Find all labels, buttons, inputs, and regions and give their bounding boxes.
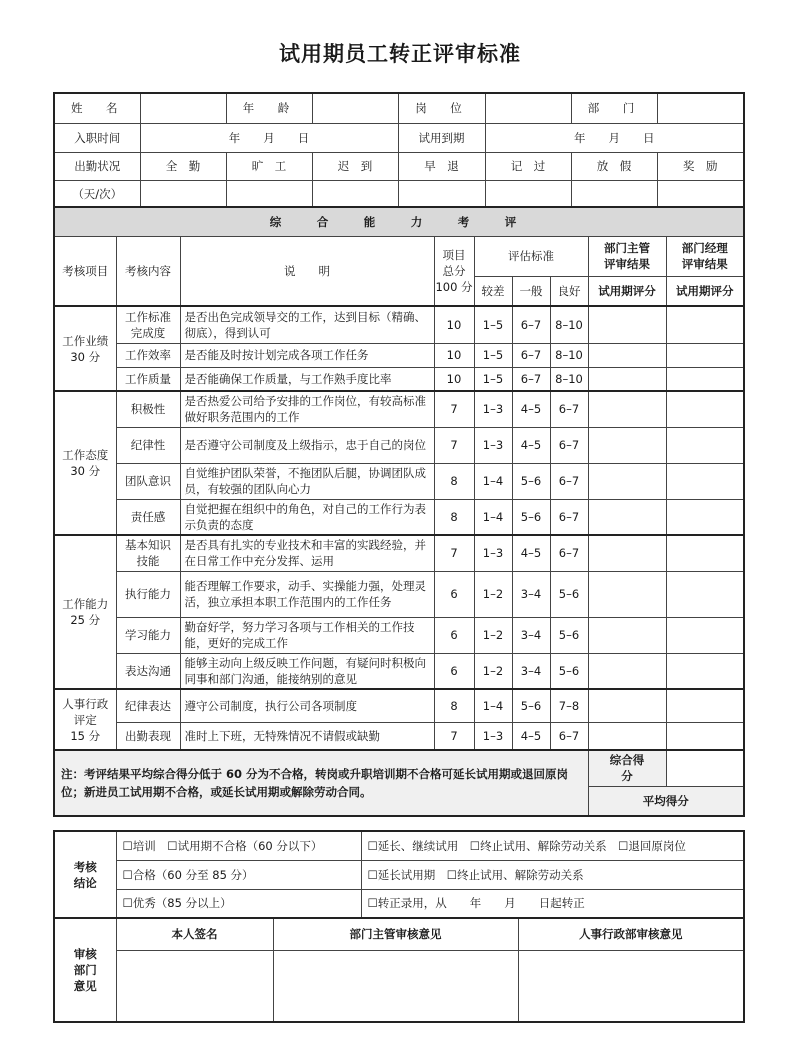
mgr-score-field[interactable] xyxy=(588,535,666,571)
eval-content: 工作效率 xyxy=(116,343,180,367)
mgr-score-field[interactable] xyxy=(588,391,666,427)
review-label xyxy=(54,918,116,1022)
mgr-score-field[interactable] xyxy=(588,343,666,367)
header-gm-trial-score: 试用期评分 xyxy=(666,276,744,306)
mgr-score-field[interactable] xyxy=(588,499,666,535)
eval-good: 6–7 xyxy=(550,722,588,750)
eval-poor: 1–4 xyxy=(474,463,512,499)
group-name-text: 工作能力 xyxy=(62,597,109,611)
review-col-self: 本人签名 xyxy=(116,918,273,950)
attendance-early-field[interactable] xyxy=(398,180,485,208)
eval-total: 8 xyxy=(434,689,474,722)
conclusion-table xyxy=(53,830,745,1023)
group-name xyxy=(54,535,116,689)
attendance-full: 全 勤 xyxy=(140,152,226,180)
eval-good: 6–7 xyxy=(550,427,588,463)
table-row xyxy=(54,653,744,689)
evaluation-table xyxy=(53,206,745,817)
group-score: 15 分 xyxy=(70,728,101,743)
eval-good: 6–7 xyxy=(550,499,588,535)
conclusion-option-left-3[interactable]: ☐优秀（85 分以上） xyxy=(116,889,361,918)
group-name-text: 人事行政评定 xyxy=(62,696,109,727)
conclusion-option-right-3[interactable]: ☐转正录用，从 年 月 日起转正 xyxy=(361,889,744,918)
eval-poor: 1–5 xyxy=(474,306,512,343)
attendance-late-field[interactable] xyxy=(312,180,398,208)
header-content: 考核内容 xyxy=(116,236,180,306)
mgr-score-field[interactable] xyxy=(588,722,666,750)
eval-total: 6 xyxy=(434,653,474,689)
review-col-mgr: 部门主管审核意见 xyxy=(273,918,518,950)
eval-poor: 1–2 xyxy=(474,653,512,689)
table-row xyxy=(54,391,744,427)
attendance-leave-field[interactable] xyxy=(571,180,657,208)
eval-content: 表达沟通 xyxy=(116,653,180,689)
eval-poor: 1–5 xyxy=(474,343,512,367)
eval-average: 4–5 xyxy=(512,427,550,463)
eval-description: 遵守公司制度，执行公司各项制度 xyxy=(180,689,434,722)
composite-score-text: 综合得分 xyxy=(609,753,645,784)
header-mgr-trial-score: 试用期评分 xyxy=(588,276,666,306)
eval-content: 出勤表现 xyxy=(116,722,180,750)
eval-poor: 1–3 xyxy=(474,427,512,463)
eval-content: 纪律表达 xyxy=(116,689,180,722)
eval-description: 是否能及时按计划完成各项工作任务 xyxy=(180,343,434,367)
eval-total: 10 xyxy=(434,367,474,391)
attendance-absent-field[interactable] xyxy=(226,180,312,208)
mgr-score-field[interactable] xyxy=(588,689,666,722)
group-name xyxy=(54,391,116,535)
eval-description: 是否能确保工作质量，与工作熟手度比率 xyxy=(180,367,434,391)
table-row xyxy=(54,306,744,343)
eval-description: 是否具有扎实的专业技术和丰富的实践经验，并在日常工作中充分发挥、运用 xyxy=(180,535,434,571)
table-row xyxy=(54,343,744,367)
trial-end-field[interactable]: 年 月 日 xyxy=(485,123,744,152)
eval-total: 7 xyxy=(434,535,474,571)
eval-good: 5–6 xyxy=(550,653,588,689)
eval-poor: 1–4 xyxy=(474,689,512,722)
eval-average: 3–4 xyxy=(512,571,550,617)
eval-good: 6–7 xyxy=(550,463,588,499)
eval-description: 自觉把握在组织中的角色，对自己的工作行为表示负责的态度 xyxy=(180,499,434,535)
eval-total: 7 xyxy=(434,427,474,463)
gm-score-field[interactable] xyxy=(666,306,744,343)
mgr-score-field[interactable] xyxy=(588,571,666,617)
composite-score-label xyxy=(588,750,666,786)
eval-average: 3–4 xyxy=(512,617,550,653)
table-row xyxy=(54,689,744,722)
eval-poor: 1–3 xyxy=(474,391,512,427)
eval-total: 7 xyxy=(434,391,474,427)
eval-good: 6–7 xyxy=(550,535,588,571)
note-text: 注：考评结果平均综合得分低于 60 分为不合格，转岗或升职培训期不合格可延长试用期或退回原岗位；新进员工试用期不合格，或延长试用期或解除劳动合同。 xyxy=(54,750,588,816)
eval-poor: 1–3 xyxy=(474,535,512,571)
review-mgr-field[interactable] xyxy=(273,950,518,1022)
table-row xyxy=(54,571,744,617)
name-label: 姓 名 xyxy=(54,93,140,123)
eval-total: 6 xyxy=(434,571,474,617)
header-gm-line1: 部门经理 xyxy=(681,241,728,255)
eval-good: 6–7 xyxy=(550,391,588,427)
mgr-score-field[interactable] xyxy=(588,306,666,343)
header-desc: 说 明 xyxy=(180,236,434,306)
table-row xyxy=(54,463,744,499)
attendance-full-field[interactable] xyxy=(140,180,226,208)
conclusion-option-left-2[interactable]: ☐合格（60 分至 85 分） xyxy=(116,860,361,889)
eval-average: 6–7 xyxy=(512,367,550,391)
header-standard: 评估标准 xyxy=(474,236,588,276)
header-item: 考核项目 xyxy=(54,236,116,306)
attendance-demerit-field[interactable] xyxy=(485,180,571,208)
eval-good: 8–10 xyxy=(550,306,588,343)
eval-good: 8–10 xyxy=(550,367,588,391)
eval-poor: 1–4 xyxy=(474,499,512,535)
eval-poor: 1–2 xyxy=(474,571,512,617)
hire-date-field[interactable]: 年 月 日 xyxy=(140,123,398,152)
note-row xyxy=(54,750,744,786)
eval-content: 纪律性 xyxy=(116,427,180,463)
eval-content: 基本知识技能 xyxy=(116,535,180,571)
gm-score-field[interactable] xyxy=(666,427,744,463)
group-name xyxy=(54,306,116,391)
header-total-line3: 100 分 xyxy=(435,279,473,294)
group-name-text: 工作态度 xyxy=(62,448,109,462)
eval-average: 5–6 xyxy=(512,689,550,722)
table-row xyxy=(54,617,744,653)
eval-total: 10 xyxy=(434,343,474,367)
eval-poor: 1–5 xyxy=(474,367,512,391)
attendance-demerit: 记 过 xyxy=(485,152,571,180)
conclusion-option-left-1[interactable]: ☐培训 ☐试用期不合格（60 分以下） xyxy=(116,831,361,860)
page-title: 试用期员工转正评审标准 xyxy=(279,42,521,66)
gm-score-field[interactable] xyxy=(666,343,744,367)
hire-date-label: 入职时间 xyxy=(54,123,140,152)
eval-description: 是否热爱公司给予安排的工作岗位，有较高标准做好职务范围内的工作 xyxy=(180,391,434,427)
eval-average: 4–5 xyxy=(512,722,550,750)
attendance-late: 迟 到 xyxy=(312,152,398,180)
review-label-line3: 意见 xyxy=(73,979,97,993)
eval-total: 8 xyxy=(434,463,474,499)
header-level-good: 良好 xyxy=(550,276,588,306)
attendance-early-leave: 早 退 xyxy=(398,152,485,180)
group-score: 30 分 xyxy=(70,349,101,364)
eval-description: 自觉维护团队荣誉，不拖团队后腿，协调团队成员，有较强的团队向心力 xyxy=(180,463,434,499)
review-self-field[interactable] xyxy=(116,950,273,1022)
header-mgr-line1: 部门主管 xyxy=(604,241,650,255)
header-total-line1: 项目 xyxy=(442,247,466,262)
unit-label: （天/次） xyxy=(54,180,140,208)
conclusion-label xyxy=(54,831,116,918)
eval-content: 工作质量 xyxy=(116,367,180,391)
position-label: 岗 位 xyxy=(398,93,485,123)
eval-poor: 1–3 xyxy=(474,722,512,750)
eval-content: 工作标准完成度 xyxy=(116,306,180,343)
eval-description: 是否遵守公司制度及上级指示，忠于自己的岗位 xyxy=(180,427,434,463)
table-row xyxy=(54,427,744,463)
attendance-reward: 奖 励 xyxy=(657,152,744,180)
eval-total: 8 xyxy=(434,499,474,535)
employee-info-table xyxy=(53,92,745,209)
group-score: 30 分 xyxy=(70,464,101,478)
mgr-score-field[interactable] xyxy=(588,617,666,653)
eval-average: 6–7 xyxy=(512,343,550,367)
attendance-reward-field[interactable] xyxy=(657,180,744,208)
table-row xyxy=(54,535,744,571)
gm-score-field[interactable] xyxy=(666,391,744,427)
eval-total: 6 xyxy=(434,617,474,653)
group-name-text: 工作业绩 xyxy=(62,333,109,348)
eval-total: 7 xyxy=(434,722,474,750)
eval-average: 3–4 xyxy=(512,653,550,689)
eval-description: 准时上下班，无特殊情况不请假或缺勤 xyxy=(180,722,434,750)
name-field[interactable] xyxy=(140,93,226,123)
eval-description: 是否出色完成领导交的工作，达到目标（精确、彻底），得到认可 xyxy=(180,306,434,343)
eval-total: 10 xyxy=(434,306,474,343)
eval-description: 能否理解工作要求，动手、实操能力强，处理灵活，独立承担本职工作范围内的工作任务 xyxy=(180,571,434,617)
dept-field[interactable] xyxy=(657,93,744,123)
eval-average: 4–5 xyxy=(512,535,550,571)
eval-content: 团队意识 xyxy=(116,463,180,499)
gm-score-field[interactable] xyxy=(666,367,744,391)
eval-average: 4–5 xyxy=(512,391,550,427)
age-field[interactable] xyxy=(312,93,398,123)
header-mgr xyxy=(588,236,666,276)
age-label: 年 龄 xyxy=(226,93,312,123)
composite-score-field[interactable] xyxy=(666,750,744,786)
attendance-label: 出勤状况 xyxy=(54,152,140,180)
gm-score-field[interactable] xyxy=(666,463,744,499)
review-hr-field[interactable] xyxy=(518,950,744,1022)
review-label-line1: 审核 xyxy=(73,947,97,961)
attendance-absent: 旷 工 xyxy=(226,152,312,180)
eval-good: 7–8 xyxy=(550,689,588,722)
average-score-label: 平均得分 xyxy=(588,786,744,816)
eval-poor: 1–2 xyxy=(474,617,512,653)
group-name xyxy=(54,689,116,750)
gm-score-field[interactable] xyxy=(666,535,744,571)
review-col-hr: 人事行政部审核意见 xyxy=(518,918,744,950)
gm-score-field[interactable] xyxy=(666,722,744,750)
header-gm xyxy=(666,236,744,276)
eval-content: 积极性 xyxy=(116,391,180,427)
table-row xyxy=(54,367,744,391)
gm-score-field[interactable] xyxy=(666,617,744,653)
mgr-score-field[interactable] xyxy=(588,367,666,391)
mgr-score-field[interactable] xyxy=(588,653,666,689)
conclusion-option-right-1[interactable]: ☐延长、继续试用 ☐终止试用、解除劳动关系 ☐退回原岗位 xyxy=(361,831,744,860)
mgr-score-field[interactable] xyxy=(588,427,666,463)
eval-average: 5–6 xyxy=(512,499,550,535)
attendance-leave: 放 假 xyxy=(571,152,657,180)
group-score: 25 分 xyxy=(70,613,101,627)
eval-content: 执行能力 xyxy=(116,571,180,617)
header-gm-line2: 评审结果 xyxy=(681,257,728,271)
eval-good: 5–6 xyxy=(550,617,588,653)
conclusion-label-line2: 结论 xyxy=(73,875,97,890)
header-mgr-line2: 评审结果 xyxy=(604,257,650,271)
position-field[interactable] xyxy=(485,93,571,123)
table-row xyxy=(54,722,744,750)
gm-score-field[interactable] xyxy=(666,571,744,617)
conclusion-label-line1: 考核 xyxy=(73,859,97,874)
header-total xyxy=(434,236,474,306)
gm-score-field[interactable] xyxy=(666,499,744,535)
review-label-line2: 部门 xyxy=(73,963,97,977)
mgr-score-field[interactable] xyxy=(588,463,666,499)
gm-score-field[interactable] xyxy=(666,689,744,722)
eval-description: 能够主动向上级反映工作问题，有疑问时积极向同事和部门沟通，能接纳别的意见 xyxy=(180,653,434,689)
section-title: 综 合 能 力 考 评 xyxy=(54,207,744,236)
eval-good: 8–10 xyxy=(550,343,588,367)
header-level-poor: 较差 xyxy=(474,276,512,306)
eval-content: 学习能力 xyxy=(116,617,180,653)
eval-content: 责任感 xyxy=(116,499,180,535)
dept-label: 部 门 xyxy=(571,93,657,123)
eval-good: 5–6 xyxy=(550,571,588,617)
trial-end-label: 试用到期 xyxy=(398,123,485,152)
conclusion-option-right-2[interactable]: ☐延长试用期 ☐终止试用、解除劳动关系 xyxy=(361,860,744,889)
gm-score-field[interactable] xyxy=(666,653,744,689)
eval-average: 5–6 xyxy=(512,463,550,499)
header-total-line2: 总分 xyxy=(442,263,466,278)
eval-average: 6–7 xyxy=(512,306,550,343)
eval-description: 勤奋好学，努力学习各项与工作相关的工作技能，更好的完成工作 xyxy=(180,617,434,653)
table-row xyxy=(54,499,744,535)
header-level-average: 一般 xyxy=(512,276,550,306)
